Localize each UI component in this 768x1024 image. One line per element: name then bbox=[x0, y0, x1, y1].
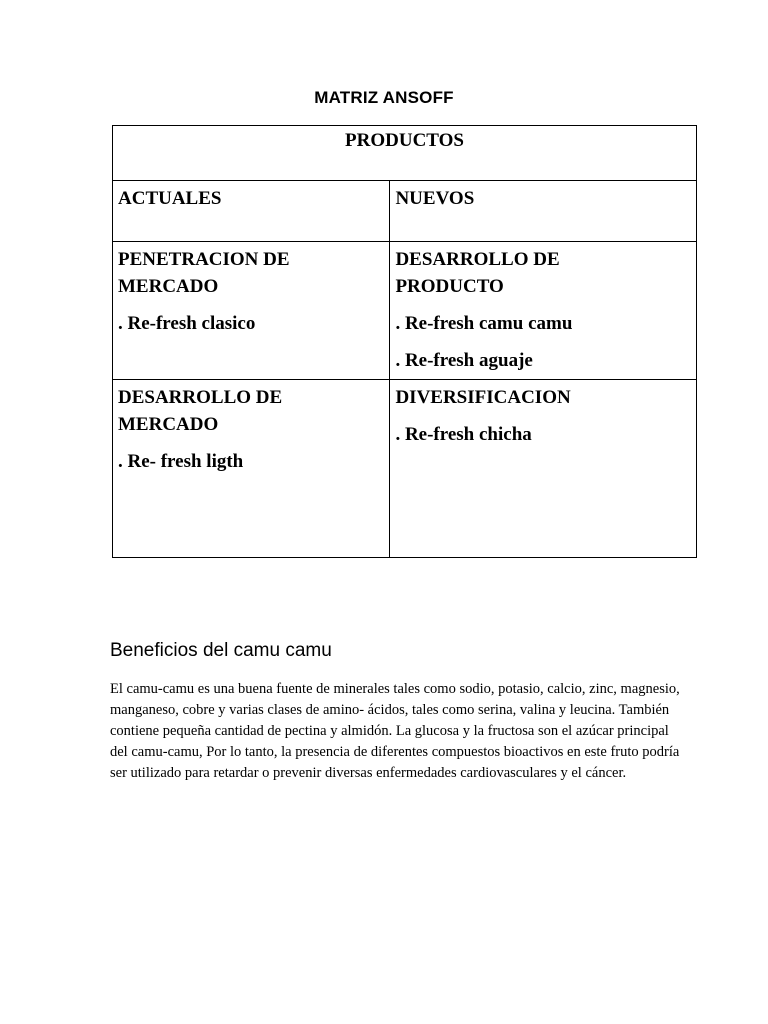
table-row-header bbox=[113, 126, 697, 181]
cell-penetracion bbox=[113, 242, 390, 380]
desarrollo-producto-item-1: . Re-fresh camu camu bbox=[395, 313, 573, 334]
cell-desarrollo-producto bbox=[390, 242, 697, 380]
page-title: MATRIZ ANSOFF bbox=[314, 88, 454, 107]
benefits-paragraph: El camu-camu es una buena fuente de minerales tales como sodio, potasio, calcio, zinc, magnesio, manganeso, cobre y varias clases de amino- ácidos, tales como serina, valina y leucina. También contiene pequeña cantidad de pectina y almidón. La glucosa y la fructosa son el azúcar principal del camu-camu, Por lo tanto, la presencia de diferentes compuestos bioactivos en este fruto podría ser utilizado para retardar o prevenir diversas enfermedades cardiovasculares y el cáncer. bbox=[110, 681, 680, 781]
desarrollo-producto-title-2: PRODUCTO bbox=[395, 276, 504, 297]
desarrollo-producto-title-1: DESARROLLO DE bbox=[395, 249, 560, 270]
penetracion-item: . Re-fresh clasico bbox=[118, 313, 256, 334]
cell-desarrollo-mercado bbox=[113, 380, 390, 558]
diversificacion-item: . Re-fresh chicha bbox=[395, 424, 532, 445]
table-row-new-market bbox=[113, 380, 697, 558]
desarrollo-mercado-title-2: MERCADO bbox=[118, 414, 219, 435]
column-header-cell-current bbox=[113, 181, 390, 242]
table-row-existing-market bbox=[113, 242, 697, 380]
ansoff-matrix-table bbox=[112, 125, 697, 558]
column-header-actuales: ACTUALES bbox=[118, 188, 222, 209]
products-header: PRODUCTOS bbox=[345, 130, 464, 151]
column-header-cell-new bbox=[390, 181, 697, 242]
desarrollo-mercado-item: . Re- fresh ligth bbox=[118, 451, 244, 472]
desarrollo-producto-item-2: . Re-fresh aguaje bbox=[395, 350, 533, 371]
table-row-columns bbox=[113, 181, 697, 242]
cell-diversificacion bbox=[390, 380, 697, 558]
penetracion-title-2: MERCADO bbox=[118, 276, 219, 297]
column-header-nuevos: NUEVOS bbox=[395, 188, 475, 209]
penetracion-title-1: PENETRACION DE bbox=[118, 249, 290, 270]
desarrollo-mercado-title-1: DESARROLLO DE bbox=[118, 387, 283, 408]
benefits-heading: Beneficios del camu camu bbox=[110, 640, 332, 661]
diversificacion-title: DIVERSIFICACION bbox=[395, 387, 571, 408]
table-header-cell bbox=[113, 126, 697, 181]
